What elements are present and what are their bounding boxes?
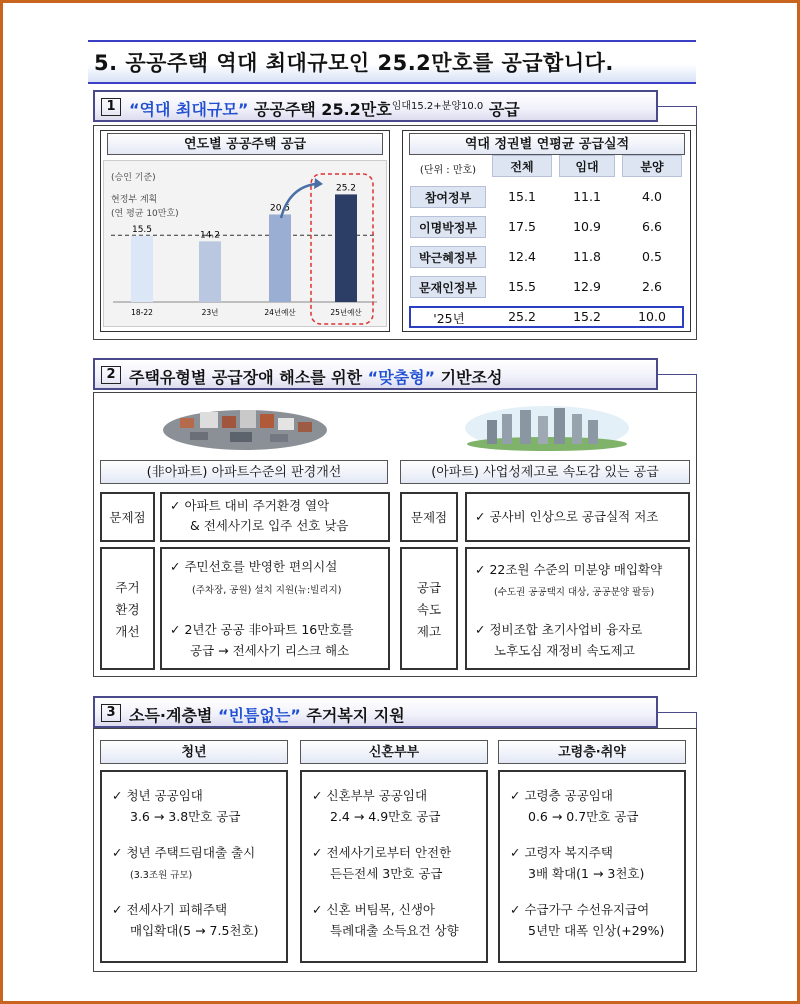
welfare-column-title: 신혼부부 — [300, 740, 488, 764]
table-cell: 0.5 — [642, 249, 662, 264]
section-number: 1 — [101, 98, 121, 116]
section2-header — [93, 358, 658, 390]
table-cell: 4.0 — [642, 189, 662, 204]
section2-connector-v — [696, 374, 697, 394]
village-image — [160, 400, 330, 452]
left-improve-label-1: 주거 — [115, 580, 140, 595]
welfare-item-detail: 든든전세 3만호 공급 — [330, 866, 443, 881]
section2-text2: 기반조성 — [435, 368, 503, 387]
welfare-item: ✓ 전세사기로부터 안전한 — [312, 845, 452, 860]
left-item1-sub: (주차장, 공원) 설치 지원(뉴:빌리지) — [192, 585, 342, 596]
section3-quote: “빈틈없는” — [217, 706, 301, 725]
section2-quote: “맞춤형” — [367, 368, 436, 387]
highlight-rent: 15.2 — [573, 309, 601, 324]
section1-connector — [658, 106, 696, 107]
chart-note: (승인 기준) — [111, 173, 156, 183]
chart-value-label: 14.2 — [199, 230, 221, 241]
page-title: 5. 공공주택 역대 최대규모인 25.2만호를 공급합니다. — [94, 51, 614, 75]
left-improve-label-3: 개선 — [115, 624, 140, 639]
table-row-label: 참여정부 — [410, 186, 486, 208]
section3-connector — [658, 712, 696, 713]
chart-category-label: 23년 — [201, 308, 219, 317]
left-problem-label: 문제점 — [109, 510, 146, 525]
right-label-3: 제고 — [416, 624, 442, 639]
chart-bar — [131, 236, 153, 302]
chart-bar — [269, 214, 291, 302]
welfare-item: ✓ 신혼 버팀목, 신생아 — [312, 902, 435, 917]
section1-quote: “역대 최대규모” — [129, 100, 249, 119]
chart-svg — [103, 160, 385, 325]
chart-category-label: 18-22 — [131, 308, 153, 317]
right-label-2: 속도 — [416, 602, 442, 617]
growth-arrowhead-icon — [314, 178, 323, 189]
right-item1-sub: (수도권 공공택지 대상, 공공분양 팔등) — [494, 587, 655, 598]
table-panel-title: 역대 정권별 연평균 공급실적 — [409, 133, 685, 155]
chart-value-label: 25.2 — [335, 183, 357, 194]
welfare-column-title: 청년 — [100, 740, 288, 764]
left-improve-label-2: 환경 — [115, 602, 140, 617]
section3-text1: 소득·계층별 — [129, 706, 218, 725]
table-cell: 15.1 — [508, 189, 536, 204]
welfare-item-detail: 5년만 대폭 인상(+29%) — [528, 923, 665, 938]
table-cell: 10.9 — [573, 219, 601, 234]
table-cell: 12.4 — [508, 249, 536, 264]
chart-category-label: 24년예산 — [264, 308, 296, 317]
right-item2-1: ✓ 정비조합 초기사업비 융자로 — [475, 622, 643, 637]
section3-title — [129, 703, 405, 726]
chart-plan-label-2: (연 평균 10만호) — [111, 209, 179, 219]
main-title-bar — [88, 40, 696, 84]
chart-plan-label-1: 현정부 계획 — [111, 195, 158, 205]
table-col-total: 전체 — [492, 155, 552, 177]
right-item1-1: ✓ 22조원 수준의 미분양 매입확약 — [475, 562, 663, 577]
chart-category-label: 25년예산 — [330, 308, 362, 317]
right-subtitle: (아파트) 사업성제고로 속도감 있는 공급 — [400, 460, 690, 484]
left-problem-1: ✓ 아파트 대비 주거환경 열악 — [170, 498, 330, 513]
table-col-sale: 분양 — [622, 155, 682, 177]
table-cell: 17.5 — [508, 219, 536, 234]
welfare-item-detail: 특례대출 소득요건 상향 — [330, 923, 459, 938]
section1-header — [93, 90, 658, 122]
left-problem-2: & 전세사기로 입주 선호 낮음 — [190, 518, 349, 533]
section-number: 3 — [101, 704, 121, 722]
welfare-item-detail: (3.3조원 규모) — [130, 870, 193, 881]
section3-text2: 주거복지 지원 — [300, 706, 405, 725]
table-cell: 11.1 — [573, 189, 601, 204]
highlight-total: 25.2 — [508, 309, 536, 324]
chart-value-label: 20.5 — [269, 203, 291, 214]
welfare-item: ✓ 고령층 공공임대 — [510, 788, 613, 803]
welfare-item-detail: 매입확대(5 → 7.5천호) — [130, 923, 259, 938]
welfare-item: ✓ 전세사기 피해주택 — [112, 902, 228, 917]
right-problem-label: 문제점 — [410, 510, 448, 525]
welfare-item-detail: 2.4 → 4.9만호 공급 — [330, 809, 441, 824]
left-item2-1: ✓ 2년간 공공 非아파트 16만호를 — [170, 622, 354, 637]
chart-bar — [335, 194, 357, 302]
chart-panel-title: 연도별 공공주택 공급 — [107, 133, 383, 155]
table-row-label: 이명박정부 — [410, 216, 486, 238]
table-row-label: 박근혜정부 — [410, 246, 486, 268]
welfare-item: ✓ 청년 공공임대 — [112, 788, 203, 803]
table-row-label: 문재인정부 — [410, 276, 486, 298]
table-col-rent: 임대 — [559, 155, 615, 177]
welfare-item-detail: 0.6 → 0.7만호 공급 — [528, 809, 639, 824]
table-cell: 6.6 — [642, 219, 662, 234]
right-label-1: 공급 — [416, 580, 442, 595]
section2-text1: 주택유형별 공급장애 해소를 위한 — [129, 368, 368, 387]
welfare-item-detail: 3.6 → 3.8만호 공급 — [130, 809, 241, 824]
section1-sup: 임대15.2+분양10.0 — [391, 101, 484, 112]
welfare-item-detail: 3배 확대(1 → 3천호) — [528, 866, 645, 881]
left-item2-2: 공급 → 전세사기 리스크 해소 — [190, 643, 350, 658]
left-subtitle: (非아파트) 아파트수준의 판경개선 — [100, 460, 388, 484]
table-cell: 2.6 — [642, 279, 662, 294]
section1-text2: 공급 — [483, 100, 520, 119]
section-number: 2 — [101, 366, 121, 384]
welfare-item: ✓ 청년 주택드림대출 출시 — [112, 845, 256, 860]
section1-title — [129, 97, 520, 120]
section1-text1: 공공주택 25.2만호 — [248, 100, 392, 119]
right-problem-1: ✓ 공사비 인상으로 공급실적 저조 — [475, 509, 659, 524]
right-item2-2: 노후도심 재정비 속도제고 — [494, 643, 635, 658]
welfare-column-title: 고령층·취약 — [498, 740, 686, 764]
table-cell: 11.8 — [573, 249, 601, 264]
section3-header — [93, 696, 658, 728]
highlight-sale: 10.0 — [638, 309, 666, 324]
table-cell: 15.5 — [508, 279, 536, 294]
apartment-image — [462, 400, 632, 452]
welfare-item: ✓ 수급가구 수선유지급여 — [510, 902, 650, 917]
left-item1-1: ✓ 주민선호를 반영한 편의시설 — [170, 559, 338, 574]
highlight-label: '25년 — [433, 311, 465, 326]
section2-connector — [658, 374, 696, 375]
chart-bar — [199, 241, 221, 302]
table-cell: 12.9 — [573, 279, 601, 294]
section2-title — [129, 365, 502, 388]
chart-value-label: 15.5 — [131, 224, 153, 235]
welfare-item: ✓ 고령자 복지주택 — [510, 845, 613, 860]
table-unit: (단위 : 만호) — [419, 165, 477, 176]
welfare-item: ✓ 신혼부부 공공임대 — [312, 788, 428, 803]
